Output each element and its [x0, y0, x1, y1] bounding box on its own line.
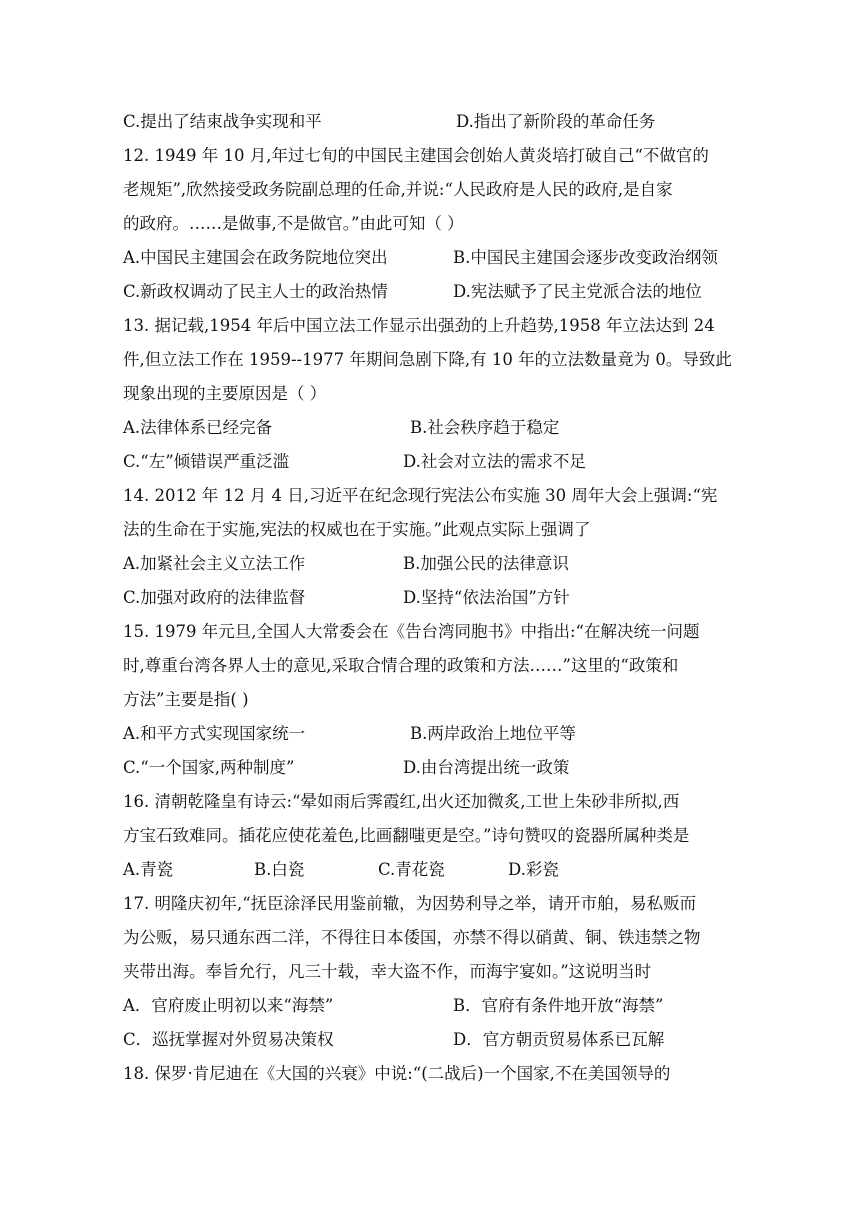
q12-stem-line-2: 老规矩”,欣然接受政务院副总理的任命,并说:“人民政府是人民的政府,是自家 [123, 180, 673, 199]
q14-option-a: A.加紧社会主义立法工作 [123, 554, 306, 573]
q15-option-d: D.由台湾提出统一政策 [403, 758, 570, 777]
q13-stem-line-3: 现象出现的主要原因是（ ） [123, 384, 327, 403]
q14-stem-line-1: 14. 2012 年 12 月 4 日,习近平在纪念现行宪法公布实施 30 周年大会上强调:“宪 [123, 486, 718, 505]
q15-stem-line-1: 15. 1979 年元旦,全国人大常委会在《告台湾同胞书》中指出:“在解决统一问题 [123, 622, 700, 641]
q13-option-a: A.法律体系已经完备 [123, 418, 273, 437]
q13-stem-line-1: 13. 据记载,1954 年后中国立法工作显示出强劲的上升趋势,1958 年立法达到 24 [123, 316, 715, 335]
q17-stem-line-2: 为公贩，易只通东西二洋，不得往日本倭国，亦禁不得以硝黄、铜、铁违禁之物 [123, 928, 701, 947]
q11-option-d: D.指出了新阶段的革命任务 [456, 112, 656, 131]
q12-stem-line-3: 的政府。……是做事,不是做官。”由此可知（ ） [123, 214, 464, 233]
q17-option-a: A．官府废止明初以来“海禁” [123, 996, 334, 1015]
q17-stem-line-1: 17. 明隆庆初年,“抚臣涂泽民用鉴前辙，为因势利导之举，请开市舶，易私贩而 [123, 894, 697, 913]
q16-stem-line-2: 方宝石致难同。插花应使花羞色,比画翻嗤更是空。”诗句赞叹的瓷器所属种类是 [123, 826, 690, 845]
q17-option-d: D．官方朝贡贸易体系已瓦解 [453, 1030, 665, 1049]
q12-option-b: B.中国民主建国会逐步改变政治纲领 [453, 248, 718, 267]
q15-stem-line-2: 时,尊重台湾各界人士的意见,采取合情合理的政策和方法……”这里的“政策和 [123, 656, 679, 675]
q15-stem-line-3: 方法”主要是指( ) [123, 690, 249, 709]
q13-option-c: C.“左”倾错误严重泛滥 [123, 452, 290, 471]
q15-option-c: C.“一个国家,两种制度” [123, 758, 295, 777]
q17-option-c: C．巡抚掌握对外贸易决策权 [123, 1030, 334, 1049]
q12-option-c: C.新政权调动了民主人士的政治热情 [123, 282, 388, 301]
q14-option-b: B.加强公民的法律意识 [403, 554, 569, 573]
q16-option-c: C.青花瓷 [378, 860, 445, 879]
q13-stem-line-2: 件,但立法工作在 1959--1977 年期间急剧下降,有 10 年的立法数量竟为 0。导致此 [123, 350, 732, 369]
q16-option-d: D.彩瓷 [508, 860, 559, 879]
q14-stem-line-2: 法的生命在于实施,宪法的权威也在于实施。”此观点实际上强调了 [123, 520, 591, 539]
q17-stem-line-3: 夹带出海。奉旨允行，凡三十载，幸大盗不作，而海宇宴如。”这说明当时 [123, 962, 652, 981]
q18-stem-line-1: 18. 保罗·肯尼迪在《大国的兴衰》中说:“(二战后)一个国家,不在美国领导的 [123, 1064, 671, 1083]
q12-option-a: A.中国民主建国会在政务院地位突出 [123, 248, 388, 267]
q12-option-d: D.宪法赋予了民主党派合法的地位 [453, 282, 702, 301]
q16-option-b: B.白瓷 [254, 860, 305, 879]
q15-option-a: A.和平方式实现国家统一 [123, 724, 306, 743]
q14-option-c: C.加强对政府的法律监督 [123, 588, 306, 607]
q16-option-a: A.青瓷 [123, 860, 174, 879]
q14-option-d: D.坚持“依法治国”方针 [403, 588, 570, 607]
q12-stem-line-1: 12. 1949 年 10 月,年过七旬的中国民主建国会创始人黄炎培打破自己“不做官的 [123, 146, 709, 165]
q15-option-b: B.两岸政治上地位平等 [410, 724, 576, 743]
q13-option-b: B.社会秩序趋于稳定 [410, 418, 560, 437]
q13-option-d: D.社会对立法的需求不足 [403, 452, 586, 471]
q16-stem-line-1: 16. 清朝乾隆皇有诗云:“晕如雨后霁霞红,出火还加微炙,工世上朱砂非所拟,西 [123, 792, 680, 811]
q11-option-c: C.提出了结束战争实现和平 [123, 112, 322, 131]
q17-option-b: B．官府有条件地开放“海禁” [453, 996, 664, 1015]
